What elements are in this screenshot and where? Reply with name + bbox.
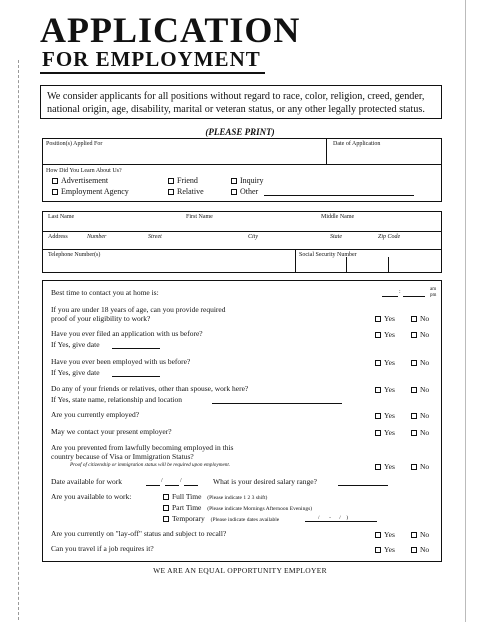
learn-about-us-label: How Did You Learn About Us? xyxy=(46,168,122,174)
option-advertisement[interactable]: Advertisement xyxy=(52,176,108,186)
employed-date-label: If Yes, give date xyxy=(51,368,100,377)
under-18-question: If you are under 18 years of age, can you provide required proof of your eligibility to work? xyxy=(51,305,226,323)
checkbox[interactable] xyxy=(411,360,417,366)
contact-employer-no[interactable]: No xyxy=(411,428,429,437)
am-label[interactable]: am xyxy=(430,287,437,292)
checkbox[interactable] xyxy=(375,464,381,470)
option-inquiry[interactable]: Inquiry xyxy=(231,176,264,186)
visa-status-question: Are you prevented from lawfully becoming employed in this country because of Visa or Immigration Status? xyxy=(51,443,234,461)
pm-label[interactable]: pm xyxy=(430,293,437,298)
temp-dates-separators: / - / ) xyxy=(318,515,349,521)
checkbox[interactable] xyxy=(375,360,381,366)
checkbox[interactable] xyxy=(231,178,237,184)
option-employment-agency[interactable]: Employment Agency xyxy=(52,187,129,197)
position-row-divider xyxy=(42,164,442,165)
visa-status-no[interactable]: No xyxy=(411,462,429,471)
checkbox[interactable] xyxy=(163,505,169,511)
address-street-label: Street xyxy=(148,234,162,240)
layoff-no[interactable]: No xyxy=(411,530,429,539)
time-colon: : xyxy=(399,289,401,295)
policy-statement: We consider applicants for all positions without regard to race, color, religion, creed, gender, national origin, age, disability, marital or veteran status, or any other legally protected status. xyxy=(40,85,442,119)
layoff-yes[interactable]: Yes xyxy=(375,530,395,539)
friends-detail-input[interactable] xyxy=(212,403,342,404)
address-city-label: City xyxy=(248,234,258,240)
friends-detail-label: If Yes, state name, relationship and location xyxy=(51,395,183,404)
telephone-field[interactable]: Telephone Number(s) xyxy=(48,252,101,258)
best-time-input[interactable] xyxy=(382,296,398,297)
employed-yes[interactable]: Yes xyxy=(375,358,395,367)
checkbox[interactable] xyxy=(375,430,381,436)
first-name-field[interactable]: First Name xyxy=(186,214,213,220)
under-18-no[interactable]: No xyxy=(411,314,429,323)
address-state-label: State xyxy=(330,234,342,240)
checkbox[interactable] xyxy=(411,532,417,538)
scan-edge-line xyxy=(465,0,466,622)
temporary-option[interactable]: Temporary (Please indicate dates available xyxy=(163,514,279,525)
checkbox[interactable] xyxy=(375,387,381,393)
name-row-divider xyxy=(42,231,442,232)
employed-before-question: Have you ever been employed with us before? xyxy=(51,357,191,366)
full-time-option[interactable]: Full Time (Please indicate 1 2 3 shift) xyxy=(163,492,267,503)
date-slash-2: / xyxy=(180,478,182,484)
position-applied-field[interactable]: Position(s) Applied For xyxy=(46,141,103,147)
travel-question: Can you travel if a job requires it? xyxy=(51,544,154,553)
checkbox[interactable] xyxy=(375,316,381,322)
position-date-divider xyxy=(326,138,327,164)
personal-info-section xyxy=(42,211,442,273)
currently-employed-no[interactable]: No xyxy=(411,411,429,420)
under-18-yes[interactable]: Yes xyxy=(375,314,395,323)
option-other[interactable]: Other xyxy=(231,187,258,197)
middle-name-field[interactable]: Middle Name xyxy=(321,214,355,220)
ssn-field[interactable]: Social Security Number xyxy=(299,252,357,258)
friends-question: Do any of your friends or relatives, other than spouse, work here? xyxy=(51,384,249,393)
employed-date-input[interactable] xyxy=(112,376,160,377)
title-underline xyxy=(40,72,265,74)
friends-yes[interactable]: Yes xyxy=(375,385,395,394)
address-zip-label: Zip Code xyxy=(378,234,401,240)
date-available-year[interactable] xyxy=(184,485,198,486)
currently-employed-yes[interactable]: Yes xyxy=(375,411,395,420)
please-print-note: (PLEASE PRINT) xyxy=(205,127,275,137)
filed-date-label: If Yes, give date xyxy=(51,340,100,349)
salary-label: What is your desired salary range? xyxy=(213,477,317,486)
employed-no[interactable]: No xyxy=(411,358,429,367)
checkbox[interactable] xyxy=(411,464,417,470)
checkbox[interactable] xyxy=(411,413,417,419)
checkbox[interactable] xyxy=(375,332,381,338)
page-title: APPLICATION xyxy=(40,10,301,50)
checkbox[interactable] xyxy=(168,189,174,195)
other-underline[interactable] xyxy=(264,195,414,196)
layoff-question: Are you currently on "lay-off" status and subject to recall? xyxy=(51,529,227,538)
checkbox[interactable] xyxy=(231,189,237,195)
checkbox[interactable] xyxy=(411,387,417,393)
checkbox[interactable] xyxy=(375,547,381,553)
checkbox[interactable] xyxy=(411,430,417,436)
option-friend[interactable]: Friend xyxy=(168,176,198,186)
date-available-label: Date available for work xyxy=(51,477,123,486)
best-time-question: Best time to contact you at home is: xyxy=(51,288,159,297)
checkbox[interactable] xyxy=(163,494,169,500)
part-time-option[interactable]: Part Time (Please indicate Mornings Afternoon Evenings) xyxy=(163,503,312,514)
checkbox[interactable] xyxy=(52,178,58,184)
visa-proof-note: Proof of citizenship or immigration status will be required upon employment. xyxy=(70,462,231,468)
currently-employed-question: Are you currently employed? xyxy=(51,410,140,419)
travel-yes[interactable]: Yes xyxy=(375,545,395,554)
visa-status-yes[interactable]: Yes xyxy=(375,462,395,471)
filed-no[interactable]: No xyxy=(411,330,429,339)
checkbox[interactable] xyxy=(168,178,174,184)
scan-margin-line xyxy=(18,60,19,620)
available-to-work-label: Are you available to work: xyxy=(51,492,132,501)
date-of-application-field[interactable]: Date of Application xyxy=(333,141,381,147)
page-subtitle: FOR EMPLOYMENT xyxy=(42,47,261,71)
checkbox[interactable] xyxy=(411,332,417,338)
checkbox[interactable] xyxy=(411,547,417,553)
ssn-segment-divider-1 xyxy=(346,257,347,273)
option-relative[interactable]: Relative xyxy=(168,187,204,197)
salary-input[interactable] xyxy=(338,485,388,486)
ssn-segment-divider-2 xyxy=(388,257,389,273)
filed-before-question: Have you ever filed an application with us before? xyxy=(51,329,203,338)
address-row-divider xyxy=(42,249,442,250)
phone-ssn-divider xyxy=(295,249,296,273)
checkbox[interactable] xyxy=(375,532,381,538)
last-name-field[interactable]: Last Name xyxy=(48,214,75,220)
date-available-month[interactable] xyxy=(146,485,160,486)
filed-date-input[interactable] xyxy=(112,348,160,349)
contact-employer-yes[interactable]: Yes xyxy=(375,428,395,437)
checkbox[interactable] xyxy=(411,316,417,322)
friends-no[interactable]: No xyxy=(411,385,429,394)
checkbox[interactable] xyxy=(52,189,58,195)
checkbox[interactable] xyxy=(375,413,381,419)
contact-employer-question: May we contact your present employer? xyxy=(51,427,172,436)
best-time-input-minutes[interactable] xyxy=(403,296,425,297)
travel-no[interactable]: No xyxy=(411,545,429,554)
date-available-day[interactable] xyxy=(165,485,179,486)
date-slash-1: / xyxy=(161,478,163,484)
address-number-label: Number xyxy=(87,234,107,240)
address-label[interactable]: Address xyxy=(48,234,68,240)
checkbox[interactable] xyxy=(163,516,169,522)
filed-yes[interactable]: Yes xyxy=(375,330,395,339)
equal-opportunity-footer: WE ARE AN EQUAL OPPORTUNITY EMPLOYER xyxy=(153,566,327,575)
